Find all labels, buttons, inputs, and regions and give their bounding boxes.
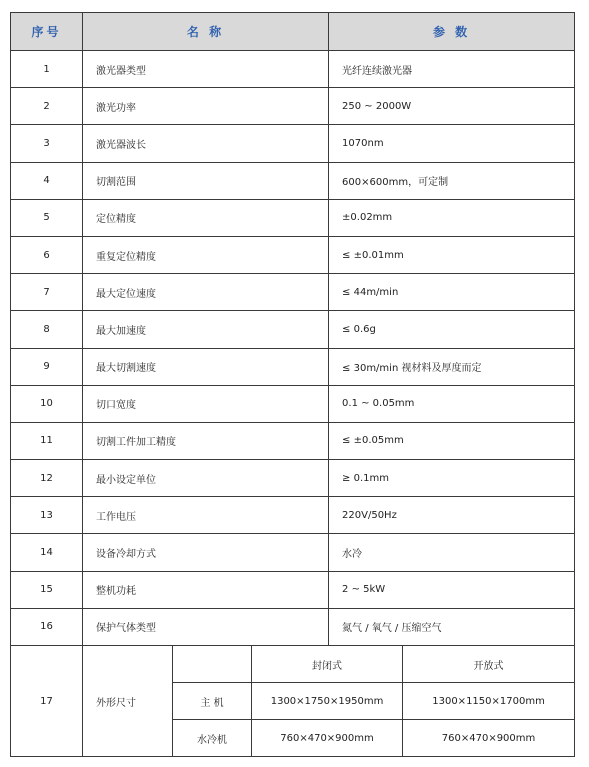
- table-row: [11, 51, 575, 88]
- row-name: 整机功耗: [83, 571, 329, 608]
- row-value: 250 ~ 2000W: [329, 88, 575, 125]
- table-row: [11, 571, 575, 608]
- row-no: 11: [11, 422, 83, 459]
- row-name: 定位精度: [83, 199, 329, 236]
- row-name: 切割工件加工精度: [83, 422, 329, 459]
- row-name: 切口宽度: [83, 385, 329, 422]
- row-value: ≤ 30m/min 视材料及厚度而定: [329, 348, 575, 385]
- row-no: 16: [11, 608, 83, 645]
- table-row: [11, 125, 575, 162]
- row-no: 8: [11, 311, 83, 348]
- header-param: 参 数: [329, 13, 575, 51]
- table-row: [11, 311, 575, 348]
- table-row: [11, 236, 575, 273]
- row-no: 10: [11, 385, 83, 422]
- row-value: ≤ 0.6g: [329, 311, 575, 348]
- row-name: 最小设定单位: [83, 460, 329, 497]
- dimension-row-no: 17: [11, 646, 83, 757]
- row-value: ≥ 0.1mm: [329, 460, 575, 497]
- spec-table: [10, 12, 575, 757]
- dimension-corner: [173, 646, 252, 683]
- dimension-row-name: 外形尺寸: [83, 646, 173, 757]
- dimension-item-label: 水冷机: [173, 720, 252, 757]
- row-no: 2: [11, 88, 83, 125]
- row-value: 600×600mm，可定制: [329, 162, 575, 199]
- row-no: 3: [11, 125, 83, 162]
- row-value: ≤ ±0.05mm: [329, 422, 575, 459]
- table-row: [11, 497, 575, 534]
- table-row: [11, 534, 575, 571]
- row-no: 12: [11, 460, 83, 497]
- table-row: [11, 385, 575, 422]
- row-name: 最大切割速度: [83, 348, 329, 385]
- row-name: 重复定位精度: [83, 236, 329, 273]
- row-name: 最大定位速度: [83, 274, 329, 311]
- table-row: [11, 348, 575, 385]
- row-value: 2 ~ 5kW: [329, 571, 575, 608]
- row-no: 14: [11, 534, 83, 571]
- row-name: 保护气体类型: [83, 608, 329, 645]
- row-no: 9: [11, 348, 83, 385]
- row-no: 6: [11, 236, 83, 273]
- row-value: ±0.02mm: [329, 199, 575, 236]
- table-row: [11, 88, 575, 125]
- row-name: 工作电压: [83, 497, 329, 534]
- header-name: 名 称: [83, 13, 329, 51]
- table-row: [11, 608, 575, 645]
- row-name: 最大加速度: [83, 311, 329, 348]
- dimension-closed-value: 1300×1750×1950mm: [252, 683, 403, 720]
- row-no: 15: [11, 571, 83, 608]
- row-no: 4: [11, 162, 83, 199]
- row-name: 激光器波长: [83, 125, 329, 162]
- row-value: 220V/50Hz: [329, 497, 575, 534]
- row-name: 激光功率: [83, 88, 329, 125]
- row-no: 13: [11, 497, 83, 534]
- row-value: 水冷: [329, 534, 575, 571]
- row-no: 7: [11, 274, 83, 311]
- dimension-row: [11, 646, 575, 683]
- row-no: 1: [11, 51, 83, 88]
- row-name: 设备冷却方式: [83, 534, 329, 571]
- row-no: 5: [11, 199, 83, 236]
- row-name: 切割范围: [83, 162, 329, 199]
- dimension-closed-value: 760×470×900mm: [252, 720, 403, 757]
- dimension-col-closed: 封闭式: [252, 646, 403, 683]
- header-no: 序号: [11, 13, 83, 51]
- table-row: [11, 162, 575, 199]
- row-name: 激光器类型: [83, 51, 329, 88]
- row-value: 光纤连续激光器: [329, 51, 575, 88]
- header-row: [11, 13, 575, 51]
- table-row: [11, 199, 575, 236]
- table-row: [11, 274, 575, 311]
- table-row: [11, 422, 575, 459]
- dimension-open-value: 1300×1150×1700mm: [403, 683, 575, 720]
- row-value: ≤ ±0.01mm: [329, 236, 575, 273]
- row-value: 1070nm: [329, 125, 575, 162]
- row-value: 氮气 / 氧气 / 压缩空气: [329, 608, 575, 645]
- dimension-col-open: 开放式: [403, 646, 575, 683]
- dimension-open-value: 760×470×900mm: [403, 720, 575, 757]
- table-row: [11, 460, 575, 497]
- row-value: 0.1 ~ 0.05mm: [329, 385, 575, 422]
- dimension-item-label: 主 机: [173, 683, 252, 720]
- row-value: ≤ 44m/min: [329, 274, 575, 311]
